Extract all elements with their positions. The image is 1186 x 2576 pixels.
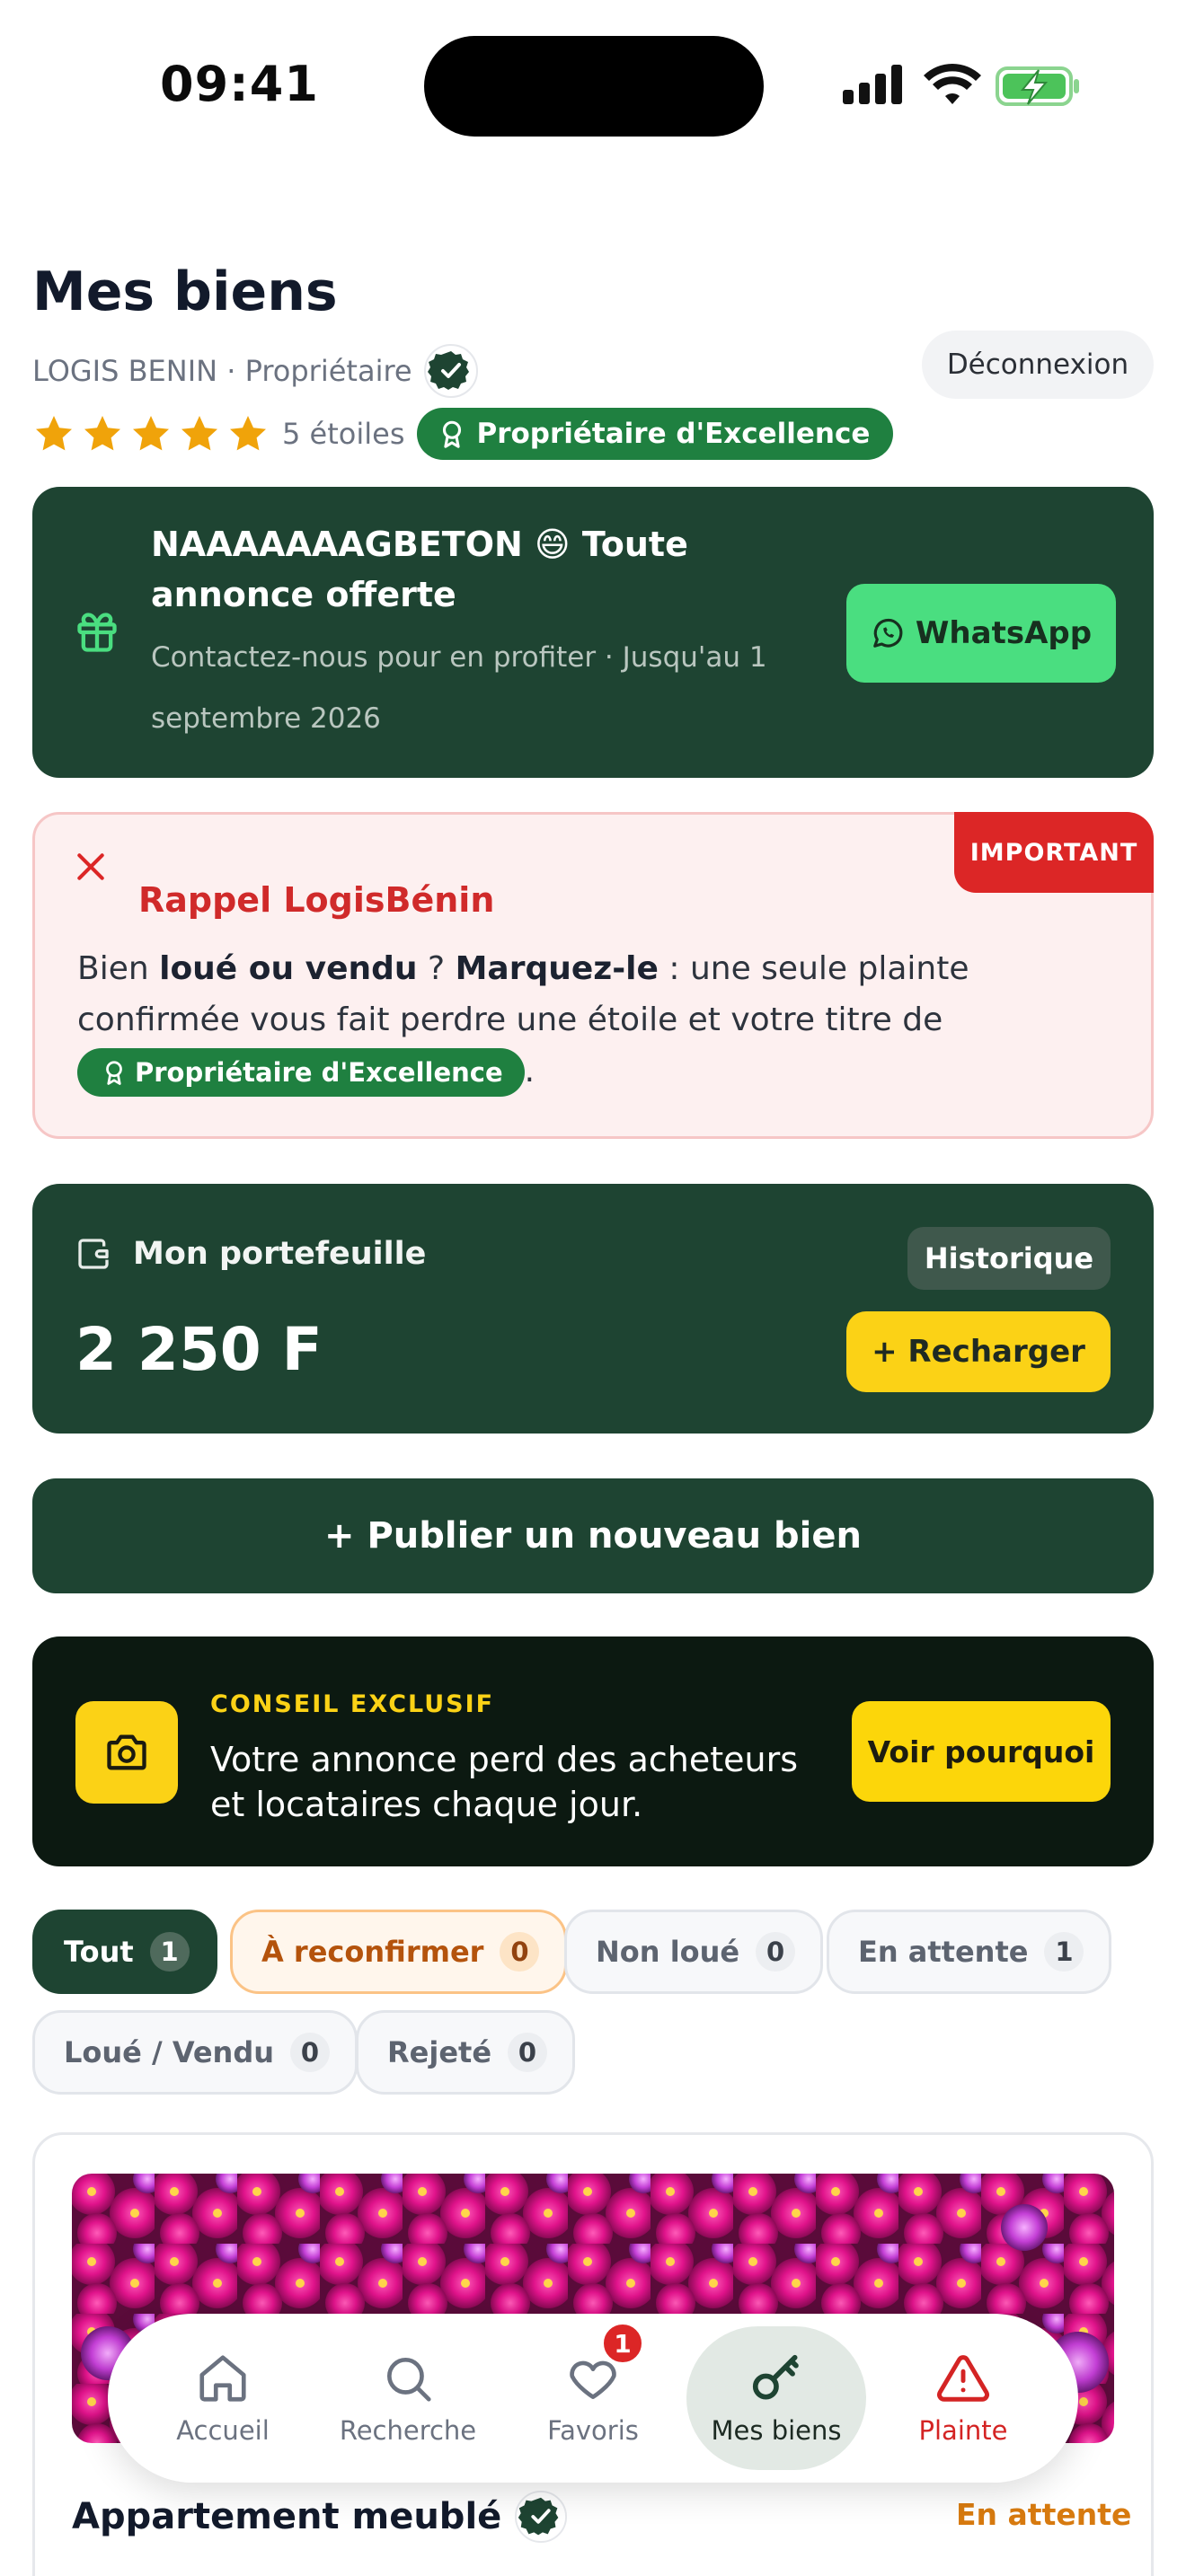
- wifi-icon: [924, 64, 981, 104]
- dynamic-island: [424, 36, 764, 137]
- filter-label: Rejeté: [387, 2035, 492, 2069]
- listing-status: En attente: [956, 2497, 1132, 2532]
- excellence-inline-badge-label: Propriétaire d'Excellence: [135, 1056, 503, 1088]
- home-icon: [195, 2351, 251, 2406]
- battery-charging-icon: [997, 68, 1079, 104]
- star-icon: [81, 412, 124, 455]
- nav-label: Plainte: [918, 2415, 1008, 2446]
- filter-count: 1: [1044, 1932, 1084, 1972]
- owner-subtitle-text: LOGIS BENIN · Propriétaire: [32, 354, 412, 388]
- tip-label: CONSEIL EXCLUSIF: [210, 1690, 495, 1718]
- page-title: Mes biens: [32, 260, 338, 323]
- important-tag: IMPORTANT: [954, 812, 1154, 893]
- excellence-inline-badge: [77, 1048, 525, 1097]
- filter-count: 0: [756, 1932, 795, 1972]
- status-time: 09:41: [160, 56, 319, 112]
- wallet-amount: 2 250 F: [75, 1315, 323, 1384]
- camera-icon: [103, 1729, 150, 1776]
- whatsapp-icon: [871, 616, 905, 650]
- reminder-text: [77, 943, 1111, 1097]
- filter-label: Loué / Vendu: [64, 2035, 275, 2069]
- rating-row: [32, 406, 893, 462]
- wallet-card: [32, 1184, 1154, 1434]
- star-icon: [226, 412, 270, 455]
- filter-all[interactable]: [32, 1910, 217, 1994]
- recharge-button[interactable]: + Recharger: [846, 1311, 1111, 1392]
- verified-icon: [514, 2490, 568, 2544]
- reminder-text-3: : une seule plainte confirmée vous fait perdre une étoile et votre titre de: [77, 950, 969, 1038]
- whatsapp-button[interactable]: [846, 584, 1116, 683]
- signal-icon: [843, 65, 902, 104]
- award-icon: [101, 1059, 128, 1086]
- nav-favorites[interactable]: [503, 2326, 683, 2470]
- star-icon: [178, 412, 221, 455]
- offer-title: NAAAAAAAGBETON 😄 Toute annonce offerte: [151, 525, 688, 614]
- filter-label: Tout: [64, 1935, 134, 1969]
- alert-triangle-icon: [935, 2351, 991, 2406]
- filter-rented-sold[interactable]: [32, 2010, 358, 2095]
- filter-count: 0: [500, 1932, 539, 1972]
- favorites-count-badge: 1: [600, 2321, 645, 2366]
- reminder-text-4: .: [524, 1053, 535, 1090]
- nav-label: Accueil: [176, 2415, 270, 2446]
- reminder-text-1: Bien: [77, 950, 160, 987]
- search-icon: [380, 2351, 436, 2406]
- listing-title-text: Appartement meublé: [72, 2496, 502, 2537]
- verified-icon: [423, 343, 479, 399]
- nav-search[interactable]: [318, 2326, 498, 2470]
- whatsapp-button-label: WhatsApp: [915, 615, 1093, 651]
- star-icon: [32, 412, 75, 455]
- filter-rejected[interactable]: [356, 2010, 575, 2095]
- offer-subtitle: Contactez-nous pour en profiter · Jusqu'au 1 septembre 2026: [151, 641, 767, 735]
- listing-title[interactable]: [72, 2490, 568, 2544]
- history-button[interactable]: Historique: [907, 1227, 1111, 1290]
- nav-my-properties[interactable]: [686, 2326, 866, 2470]
- close-icon[interactable]: [74, 850, 108, 884]
- filter-pending[interactable]: [827, 1910, 1111, 1994]
- tip-text: Votre annonce perd des acheteurs et locataires chaque jour.: [210, 1740, 799, 1824]
- status-icons: [839, 61, 1082, 111]
- logout-button[interactable]: Déconnexion: [922, 331, 1154, 399]
- filter-count: 1: [150, 1932, 190, 1972]
- nav-label: Recherche: [339, 2415, 477, 2446]
- filter-label: À reconfirmer: [261, 1935, 484, 1969]
- reminder-text-2: ?: [417, 950, 456, 987]
- wallet-icon: [75, 1236, 111, 1272]
- see-why-button[interactable]: Voir pourquoi: [852, 1701, 1111, 1802]
- excellence-badge-label: Propriétaire d'Excellence: [476, 418, 871, 450]
- reminder-title: Rappel LogisBénin: [138, 880, 495, 920]
- publish-button[interactable]: + Publier un nouveau bien: [32, 1478, 1154, 1593]
- nav-label: Favoris: [547, 2415, 639, 2446]
- filter-to-reconfirm[interactable]: [230, 1910, 567, 1994]
- stars-label: 5 étoiles: [282, 417, 405, 451]
- excellence-badge: [417, 408, 893, 460]
- owner-subtitle: [32, 343, 479, 399]
- filter-not-rented[interactable]: [564, 1910, 823, 1994]
- filter-count: 0: [508, 2033, 547, 2072]
- nav-home[interactable]: [133, 2326, 313, 2470]
- gift-icon: [74, 609, 120, 656]
- reminder-bold-1: loué ou vendu: [159, 950, 418, 987]
- filter-label: Non loué: [596, 1935, 740, 1969]
- filter-count: 0: [290, 2033, 330, 2072]
- award-icon: [437, 419, 467, 449]
- key-icon: [748, 2351, 804, 2406]
- camera-icon-box: [75, 1701, 178, 1804]
- wallet-title: Mon portefeuille: [133, 1236, 427, 1272]
- nav-label: Mes biens: [711, 2415, 842, 2446]
- nav-complaint[interactable]: [873, 2326, 1053, 2470]
- star-icon: [129, 412, 173, 455]
- filter-label: En attente: [858, 1935, 1029, 1969]
- reminder-bold-2: Marquez-le: [455, 950, 659, 987]
